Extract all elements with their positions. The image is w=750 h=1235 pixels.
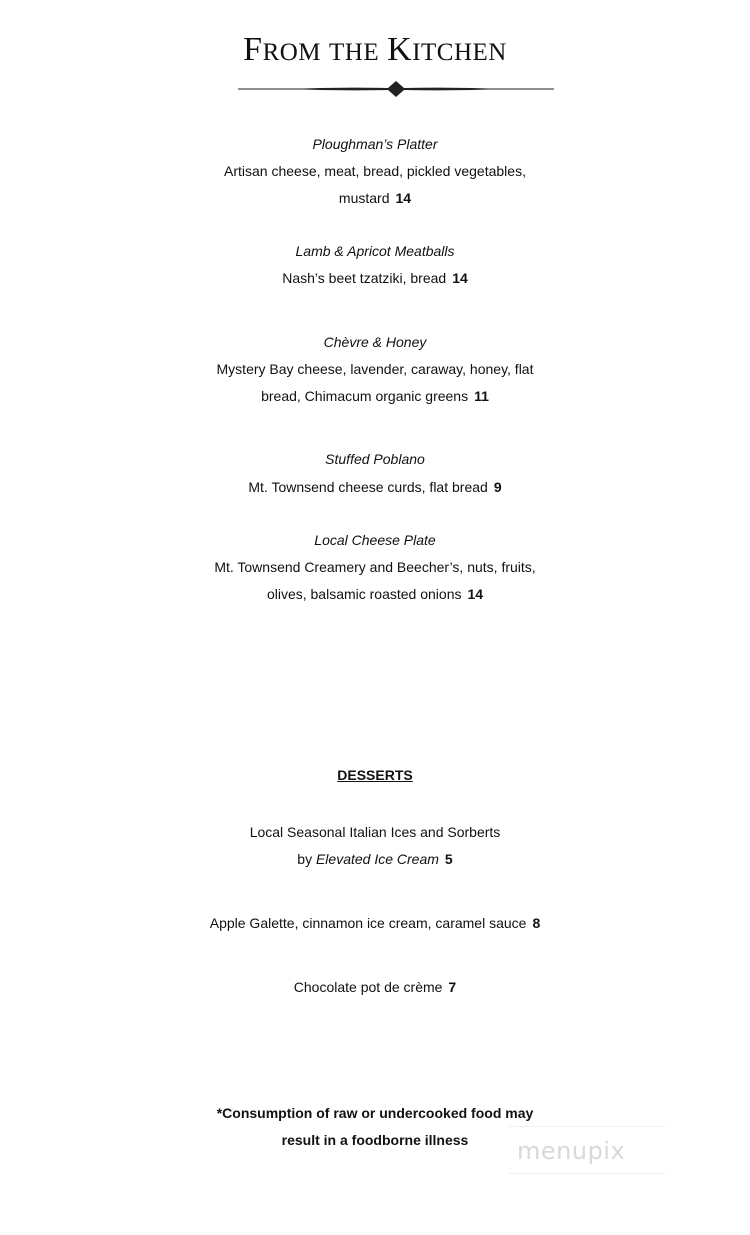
item-desc-stuffed-poblano xyxy=(0,477,750,497)
dessert-by: by xyxy=(297,851,313,867)
item-desc-text: mustard xyxy=(338,190,390,206)
item-name-local-cheese-plate: Local Cheese Plate xyxy=(314,532,436,548)
item-desc-local-cheese-plate-2 xyxy=(0,584,750,604)
item-desc-local-cheese-plate-1: Mt. Townsend Creamery and Beecher’s, nuts, fruits, xyxy=(214,559,536,575)
title-letter-k: K xyxy=(387,31,413,68)
item-price: 14 xyxy=(467,586,484,602)
dessert-price: 7 xyxy=(448,979,457,995)
item-price: 14 xyxy=(395,190,412,206)
item-desc-text: bread, Chimacum organic greens xyxy=(261,388,469,404)
item-price: 11 xyxy=(474,388,489,404)
item-price: 9 xyxy=(493,479,502,495)
dessert-price: 5 xyxy=(444,851,453,867)
food-safety-notice-1: *Consumption of raw or undercooked food may xyxy=(216,1105,534,1121)
item-desc-ploughmans-platter-2 xyxy=(0,188,750,208)
dessert-desc: Chocolate pot de crème xyxy=(293,979,443,995)
dessert-desc: Apple Galette, cinnamon ice cream, caramel sauce xyxy=(209,915,527,931)
desserts-heading: DESSERTS xyxy=(337,767,413,783)
title-itchen: ITCHEN xyxy=(412,39,507,66)
ornament-divider-icon xyxy=(238,78,554,100)
dessert-price: 8 xyxy=(532,915,541,931)
item-desc-ploughmans-platter-1: Artisan cheese, meat, bread, pickled vegetables, xyxy=(224,163,526,179)
item-desc-lamb-apricot-meatballs xyxy=(0,268,750,288)
item-desc-chevre-honey-1: Mystery Bay cheese, lavender, caraway, honey, flat xyxy=(216,361,534,377)
food-safety-notice-2: result in a foodborne illness xyxy=(281,1132,469,1148)
item-name-lamb-apricot-meatballs: Lamb & Apricot Meatballs xyxy=(295,243,455,259)
item-desc-text: Mt. Townsend cheese curds, flat bread xyxy=(248,479,488,495)
dessert-apple-galette xyxy=(0,913,750,933)
dessert-italian-ices-2 xyxy=(0,849,750,869)
title-letter-f: F xyxy=(243,31,263,68)
item-name-ploughmans-platter: Ploughman’s Platter xyxy=(312,136,438,152)
title-rom: ROM xyxy=(262,39,322,66)
item-desc-text: olives, balsamic roasted onions xyxy=(266,586,462,602)
item-name-chevre-honey: Chèvre & Honey xyxy=(323,334,427,350)
dessert-italian-ices-1: Local Seasonal Italian Ices and Sorberts xyxy=(249,824,501,840)
item-desc-text: Nash’s beet tzatziki, bread xyxy=(282,270,447,286)
item-name-stuffed-poblano: Stuffed Poblano xyxy=(325,451,425,467)
dessert-maker: Elevated Ice Cream xyxy=(315,851,439,867)
item-desc-chevre-honey-2 xyxy=(0,386,750,406)
item-price: 14 xyxy=(452,270,468,286)
page-title xyxy=(0,30,750,73)
menupix-watermark: menupix xyxy=(517,1137,626,1165)
dessert-chocolate-pot xyxy=(0,977,750,997)
title-the: THE xyxy=(329,39,380,66)
